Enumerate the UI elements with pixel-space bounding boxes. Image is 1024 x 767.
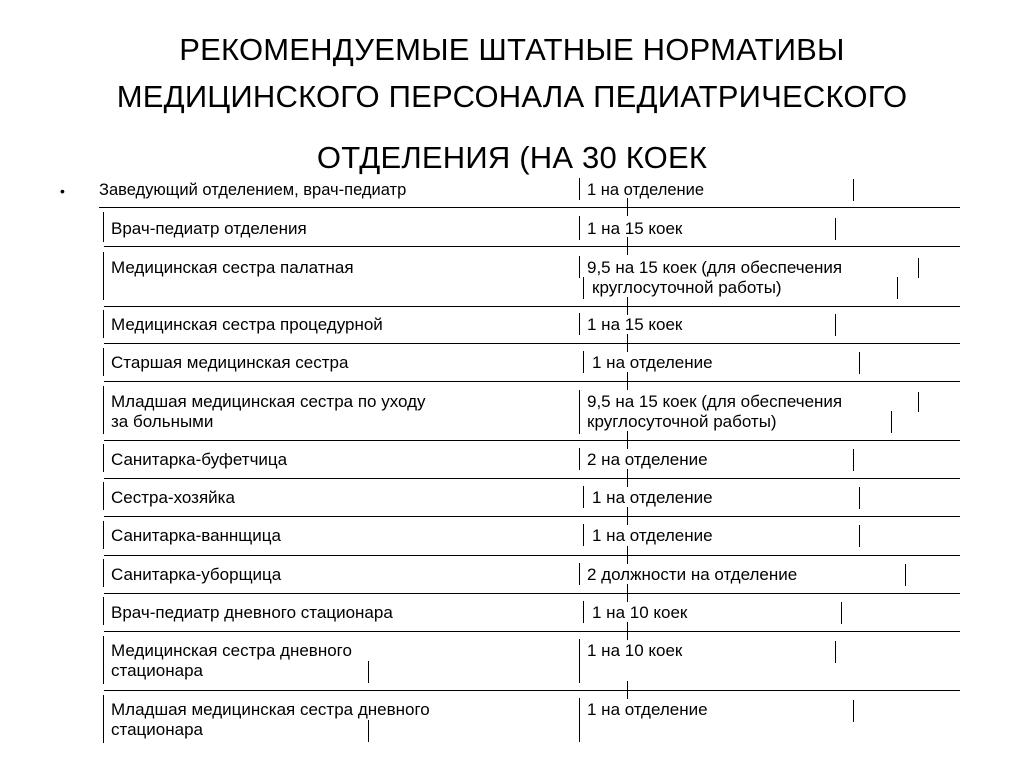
cell-end-mark — [859, 525, 860, 547]
column-separator — [583, 601, 584, 623]
norm-cell: 1 на отделение — [587, 700, 708, 719]
position-cell: Врач-педиатр дневного стационара — [111, 603, 393, 622]
norm-cell-line-2: круглосуточной работы) — [592, 278, 782, 297]
position-cell-line-1: Медицинская сестра дневного — [111, 641, 352, 660]
cell-end-mark — [368, 661, 369, 683]
cell-end-mark — [859, 487, 860, 509]
row-divider — [104, 631, 960, 632]
page-title-line-1: РЕКОМЕНДУЕМЫЕ ШТАТНЫЕ НОРМАТИВЫ — [179, 32, 845, 67]
cell-border — [103, 348, 104, 376]
cell-border — [103, 310, 104, 338]
row-divider — [104, 690, 960, 691]
row-divider — [104, 440, 960, 441]
position-cell: Старшая медицинская сестра — [111, 353, 349, 372]
divider-tick — [627, 681, 628, 699]
column-separator — [579, 563, 580, 585]
row-divider — [104, 306, 960, 307]
column-separator — [579, 216, 580, 240]
position-cell: Медицинская сестра процедурной — [111, 315, 383, 334]
cell-border — [103, 559, 104, 587]
column-separator — [579, 256, 580, 278]
column-separator — [579, 313, 580, 335]
cell-end-mark — [918, 392, 919, 412]
cell-border — [103, 252, 104, 300]
column-separator — [579, 639, 580, 683]
row-divider — [99, 207, 960, 208]
position-cell-line-2: стационара — [111, 720, 203, 739]
position-cell-line-2: за больными — [111, 412, 214, 431]
cell-end-mark — [853, 700, 854, 722]
divider-tick — [627, 622, 628, 640]
position-cell: Сестра-хозяйка — [111, 488, 235, 507]
position-cell: Санитарка-уборщица — [111, 565, 282, 584]
column-separator — [583, 351, 584, 373]
divider-tick — [627, 198, 628, 216]
norm-cell-line-1: 9,5 на 15 коек (для обеспечения — [587, 258, 843, 277]
position-cell-line-1: Младшая медицинская сестра дневного — [111, 700, 430, 719]
column-separator — [583, 524, 584, 546]
divider-tick — [627, 546, 628, 564]
norm-cell: 1 на 10 коек — [592, 603, 688, 622]
position-cell: Санитарка-ваннщица — [111, 526, 281, 545]
norm-cell: 1 на 10 коек — [587, 641, 683, 660]
cell-end-mark — [859, 352, 860, 374]
cell-end-mark — [835, 314, 836, 336]
norm-cell: 1 на отделение — [592, 353, 713, 372]
divider-tick — [627, 372, 628, 390]
norm-cell: 1 на отделение — [592, 526, 713, 545]
divider-tick — [627, 584, 628, 602]
page-title-line-2: МЕДИЦИНСКОГО ПЕРСОНАЛА ПЕДИАТРИЧЕСКОГО — [116, 79, 908, 114]
row-divider — [104, 555, 960, 556]
row-divider — [104, 246, 960, 247]
column-separator — [579, 698, 580, 742]
norm-cell: 1 на 15 коек — [587, 315, 683, 334]
cell-border — [103, 444, 104, 472]
divider-tick — [627, 507, 628, 525]
cell-end-mark — [853, 449, 854, 471]
column-separator — [579, 390, 580, 434]
norm-cell: 1 на отделение — [592, 488, 713, 507]
row-divider — [104, 593, 960, 594]
cell-end-mark — [853, 179, 854, 201]
norm-cell: 1 на 15 коек — [587, 219, 683, 238]
cell-border — [103, 695, 104, 743]
divider-tick — [627, 431, 628, 449]
cell-end-mark — [891, 411, 892, 433]
page-title-line-3: ОТДЕЛЕНИЯ (НА 30 КОЕК — [316, 140, 708, 175]
column-separator — [579, 448, 580, 470]
cell-end-mark — [905, 564, 906, 586]
position-cell: Медицинская сестра палатная — [111, 258, 354, 277]
row-divider — [104, 478, 960, 479]
norm-cell: 2 должности на отделение — [587, 565, 798, 584]
divider-tick — [627, 237, 628, 255]
divider-tick — [627, 297, 628, 315]
row-divider — [104, 381, 960, 382]
cell-border — [103, 521, 104, 549]
norm-cell: 1 на отделение — [587, 181, 705, 199]
cell-border — [103, 597, 104, 625]
norm-cell-line-2: круглосуточной работы) — [587, 412, 777, 431]
norm-cell-line-1: 9,5 на 15 коек (для обеспечения — [587, 392, 843, 411]
cell-end-mark — [897, 277, 898, 299]
cell-border — [103, 636, 104, 684]
cell-border — [103, 482, 104, 510]
column-separator — [579, 178, 580, 200]
cell-end-mark — [918, 258, 919, 278]
position-cell-line-2: стационара — [111, 661, 203, 680]
norm-cell: 2 на отделение — [587, 450, 708, 469]
row-divider — [104, 516, 960, 517]
divider-tick — [627, 469, 628, 487]
position-cell: Врач-педиатр отделения — [111, 219, 307, 238]
bullet-marker: • — [60, 183, 65, 199]
position-cell: Санитарка-буфетчица — [111, 450, 288, 469]
cell-end-mark — [835, 218, 836, 240]
cell-end-mark — [841, 602, 842, 624]
column-separator — [583, 486, 584, 508]
cell-end-mark — [835, 641, 836, 663]
cell-end-mark — [368, 720, 369, 742]
divider-tick — [627, 334, 628, 352]
position-cell-line-1: Младшая медицинская сестра по уходу — [111, 392, 426, 411]
row-divider — [104, 343, 960, 344]
cell-border — [103, 212, 104, 242]
position-cell: Заведующий отделением, врач-педиатр — [99, 181, 407, 199]
column-separator — [583, 277, 584, 299]
cell-border — [103, 386, 104, 434]
